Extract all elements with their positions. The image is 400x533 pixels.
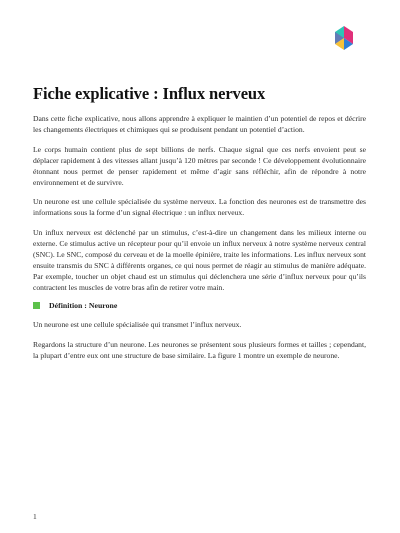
intro-paragraph-2: Le corps humain contient plus de sept billions de nerfs. Chaque signal que ces nerfs envoient peut se déplacer rapidement à des vitesses allant jusqu’à 120 mètres par seconde ! Ce développement évolutionnaire étonnant nous permet de penser rapidement et même d’agir sans réfléchir, afin de répondre à notre environnement et de survivre. <box>33 144 366 187</box>
definition-text: Un neurone est une cellule spécialisée qui transmet l’influx nerveux. <box>33 320 242 329</box>
green-square-icon <box>33 302 40 309</box>
structure-paragraph: Regardons la structure d’un neurone. Les neurones se présentent sous plusieurs formes et tailles ; cependant, la plupart d’entre eux ont une structure de base similaire. La figure 1 montre un exemple de neurone. <box>33 339 366 360</box>
intro-paragraph-1: Dans cette fiche explicative, nous allons apprendre à expliquer le maintien d’un potentiel de repos et décrire les changements électriques et chimiques qui se produisent pendant un potentiel d’action. <box>33 114 366 134</box>
page-title: Fiche explicative : Influx nerveux <box>33 84 266 103</box>
brand-logo-icon <box>335 26 353 50</box>
definition-heading <box>33 301 366 310</box>
intro-paragraph-3: Un neurone est une cellule spécialisée du système nerveux. La fonction des neurones est de transmettre des informations sous la forme d’un signal électrique : un influx nerveux. <box>33 197 366 217</box>
page-number: 1 <box>33 512 37 521</box>
intro-paragraph-4: Un influx nerveux est déclenché par un stimulus, c’est-à-dire un changement dans les milieux interne ou externe. Ce stimulus active un récepteur pour qu’il envoie un influx nerveux à notre système nerveux central (SNC). Le SNC, composé du cerveau et de la moelle épinière, traite les informations. Les influx nerveux sont ensuite transmis du SNC à différents organes, ce qui nous permet de réagir au stimulus de manière adéquate. Par exemple, toucher un objet chaud est un stimulus qui déclenchera une série d’influx nerveux pour qu’ils contractent les muscles de votre bras afin de retirer votre main. <box>33 227 366 292</box>
document-body <box>33 84 366 369</box>
definition-title: Définition : Neurone <box>49 301 118 310</box>
